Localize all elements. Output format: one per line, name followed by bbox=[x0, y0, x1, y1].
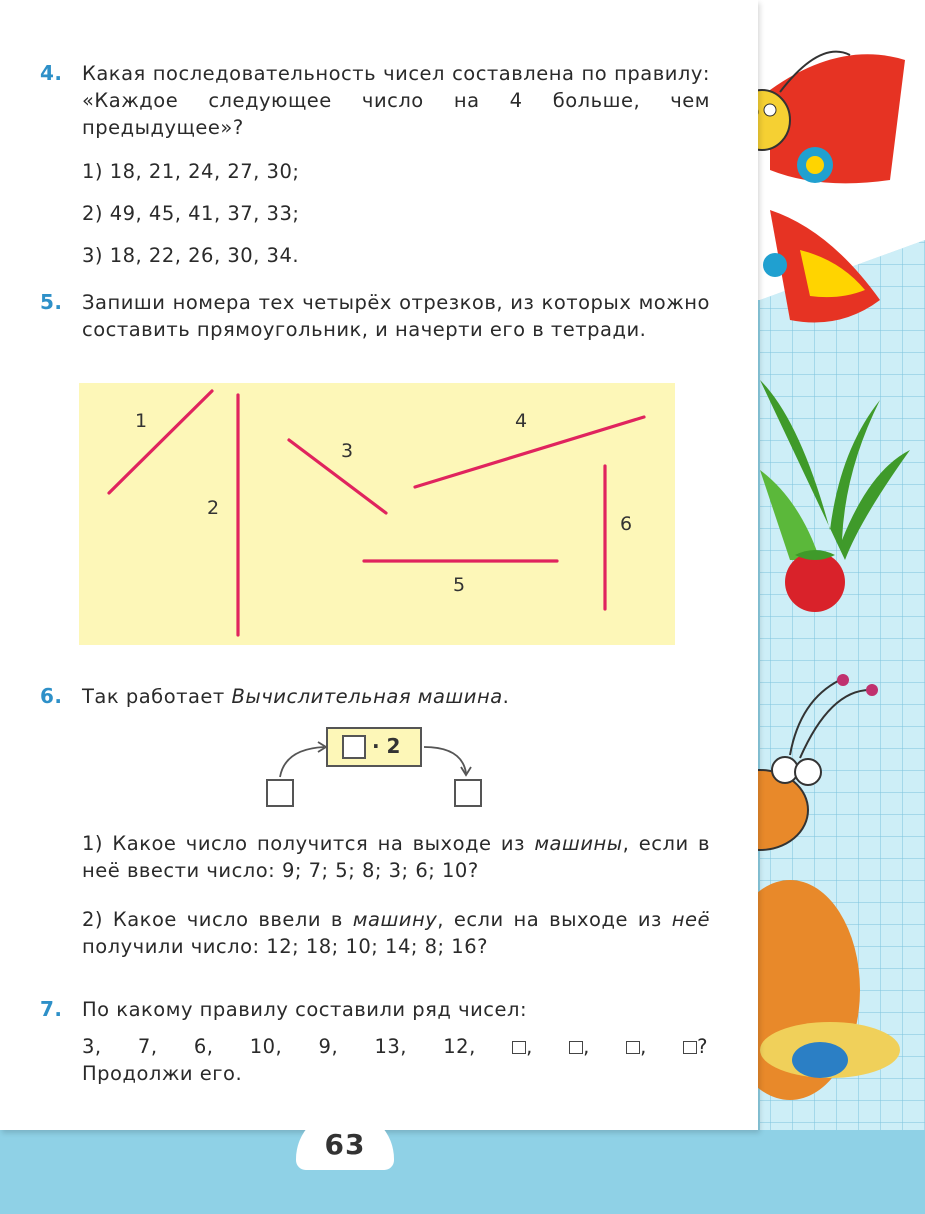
q1-italic: машины bbox=[534, 832, 623, 855]
option-2: 2) 49, 45, 41, 37, 33; bbox=[82, 202, 300, 225]
output-square bbox=[454, 779, 482, 807]
sequence-item: 13, bbox=[374, 1035, 407, 1058]
task-number: 6. bbox=[40, 684, 63, 708]
computing-machine-diagram bbox=[240, 727, 510, 817]
sequence-item: 6, bbox=[193, 1035, 214, 1058]
task-number: 5. bbox=[40, 290, 63, 314]
task-intro: Так работает bbox=[82, 685, 225, 708]
segments-drawing bbox=[79, 383, 675, 645]
task-text: Запиши номера тех четырёх отрезков, из которых можно составить прямоугольник, и начерти его в тетради. bbox=[82, 291, 710, 341]
task-number: 7. bbox=[40, 997, 63, 1021]
page-number: 63 bbox=[324, 1128, 366, 1161]
bottom-band bbox=[0, 1130, 925, 1214]
segment-label: 6 bbox=[620, 513, 633, 535]
machine-name: Вычислительная машина bbox=[231, 685, 503, 708]
q2-italic-2: неё bbox=[671, 908, 710, 931]
machine-box bbox=[326, 727, 422, 767]
sequence-item: 3, bbox=[82, 1035, 102, 1058]
task-number: 4. bbox=[40, 61, 63, 85]
task-6-q2 bbox=[40, 906, 710, 960]
task-5 bbox=[40, 289, 710, 343]
task-question: Какая последовательность чисел составлена по правилу: «Каждое следующее число на 4 больше, чем предыдущее»? bbox=[82, 62, 710, 139]
q1-text-end: , если в неё ввести число: 9; 7; 5; 8; 3; 6; 10? bbox=[82, 832, 711, 882]
segment-label: 5 bbox=[453, 574, 466, 596]
sequence-item: 10, bbox=[249, 1035, 283, 1058]
task-6 bbox=[40, 683, 710, 710]
segment-label: 2 bbox=[207, 497, 220, 519]
intro-end: . bbox=[502, 685, 510, 708]
task-question: По какому правилу составили ряд чисел: bbox=[82, 998, 528, 1021]
number-sequence bbox=[82, 1033, 710, 1060]
q2-text-mid: , если на выходе из bbox=[437, 908, 662, 931]
segment-4 bbox=[415, 417, 644, 487]
task-7 bbox=[40, 996, 710, 1087]
task-6-q1 bbox=[40, 830, 710, 884]
option-3: 3) 18, 22, 26, 30, 34. bbox=[82, 244, 300, 267]
sequence-item: 9, bbox=[318, 1035, 339, 1058]
q1-text: 1) Какое число получится на выходе из bbox=[82, 832, 525, 855]
sequence-blank: , bbox=[626, 1033, 647, 1060]
segment-label: 1 bbox=[135, 410, 148, 432]
segment-1 bbox=[109, 391, 212, 493]
input-square bbox=[266, 779, 294, 807]
option-1: 1) 18, 21, 24, 27, 30; bbox=[82, 160, 300, 183]
q2-text: 2) Какое число ввели в bbox=[82, 908, 343, 931]
continue-text: Продолжи его. bbox=[82, 1062, 243, 1085]
machine-input-slot bbox=[342, 735, 366, 759]
sequence-blank: , bbox=[569, 1033, 590, 1060]
sequence-blank: ? bbox=[683, 1033, 708, 1060]
segments-panel bbox=[79, 383, 675, 645]
sequence-blank: , bbox=[512, 1033, 533, 1060]
sequence-item: 7, bbox=[137, 1035, 158, 1058]
machine-operation: · 2 bbox=[372, 734, 401, 758]
q2-italic: машину bbox=[352, 908, 438, 931]
segment-3 bbox=[289, 440, 386, 513]
segment-label: 4 bbox=[515, 410, 528, 432]
task-4 bbox=[40, 60, 710, 277]
sequence-item: 12, bbox=[443, 1035, 476, 1058]
segment-label: 3 bbox=[341, 440, 354, 462]
q2-text-end: получили число: 12; 18; 10; 14; 8; 16? bbox=[82, 935, 488, 958]
